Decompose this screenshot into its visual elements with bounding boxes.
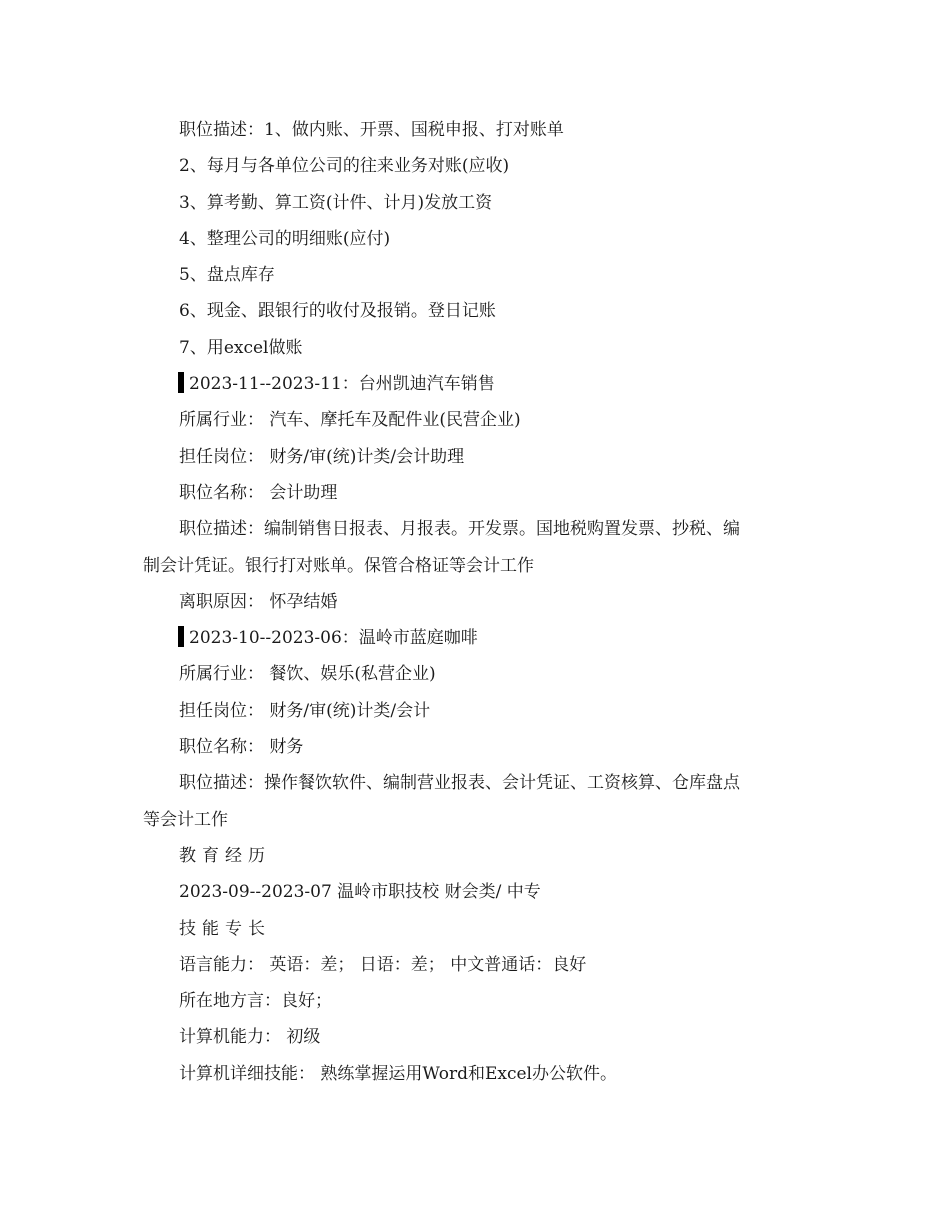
job-title: 职位名称： 财务 <box>179 737 304 758</box>
dialect-skill: 所在地方言：良好； <box>179 991 332 1012</box>
job-description-continuation: 等会计工作 <box>143 809 228 830</box>
job-industry: 所属行业： 汽车、摩托车及配件业(民营企业) <box>179 410 521 431</box>
job-description-line: 职位描述：操作餐饮软件、编制营业报表、会计凭证、工资核算、仓库盘点 <box>179 773 740 794</box>
section-marker-bar <box>178 626 184 647</box>
job-description-continuation: 制会计凭证。银行打对账单。保管合格证等会计工作 <box>143 555 534 576</box>
job-description-item: 7、用excel做账 <box>179 337 303 358</box>
language-skills: 语言能力： 英语：差； 日语：差； 中文普通话：良好 <box>179 954 587 975</box>
education-entry: 2023-09--2023-07 温岭市职技校 财会类/ 中专 <box>179 882 541 903</box>
job-position: 担任岗位： 财务/审(统)计类/会计助理 <box>179 446 465 467</box>
job-position: 担任岗位： 财务/审(统)计类/会计 <box>179 700 431 721</box>
job-description-item: 3、算考勤、算工资(计件、计月)发放工资 <box>179 192 493 213</box>
job-leave-reason: 离职原因： 怀孕结婚 <box>179 591 338 612</box>
job-description-line: 职位描述：编制销售日报表、月报表。开发票。国地税购置发票、抄税、编 <box>179 519 740 540</box>
job-industry: 所属行业： 餐饮、娱乐(私营企业) <box>179 664 436 685</box>
job-description-item: 2、每月与各单位公司的往来业务对账(应收) <box>179 156 510 177</box>
skills-heading: 技能专长 <box>179 918 271 939</box>
computer-detail-skills: 计算机详细技能： 熟练掌握运用Word和Excel办公软件。 <box>179 1063 617 1084</box>
job-description-line: 职位描述：1、做内账、开票、国税申报、打对账单 <box>179 120 564 140</box>
job-entry-header: 2023-10--2023-06：温岭市蓝庭咖啡 <box>0 620 950 656</box>
job-description-item: 5、盘点库存 <box>179 265 275 286</box>
job-entry-header: 2023-11--2023-11：台州凯迪汽车销售 <box>0 366 950 402</box>
computer-level: 计算机能力： 初级 <box>179 1027 321 1048</box>
education-heading: 教育经历 <box>179 845 271 866</box>
resume-page <box>0 112 950 1092</box>
job-title: 职位名称： 会计助理 <box>179 482 338 503</box>
section-marker-bar <box>178 372 184 393</box>
job-description-item: 6、现金、跟银行的收付及报销。登日记账 <box>179 301 496 322</box>
job-description-item: 4、整理公司的明细账(应付) <box>179 228 391 249</box>
